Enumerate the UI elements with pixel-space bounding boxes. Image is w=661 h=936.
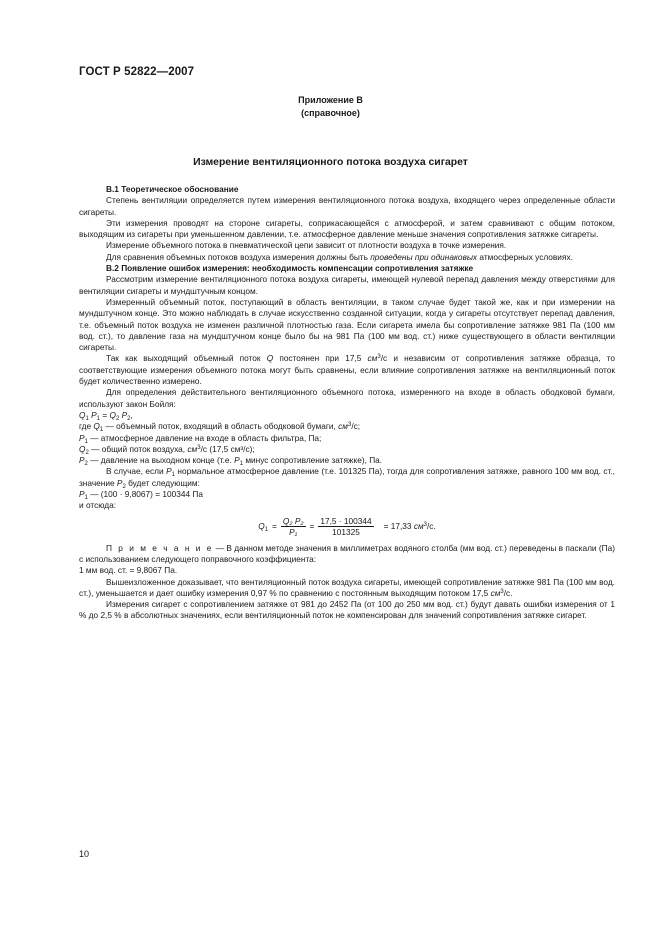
section-heading-b1: В.1 Теоретическое обоснование (106, 184, 239, 194)
definition-row: $Q_2$ — общий поток воздуха, $см^3/с$ (17,5 см³/с); (79, 443, 255, 456)
paragraph: Степень вентиляции определяется путем измерения вентиляционного потока воздуха, входящего через определенные области сигареты. (79, 195, 615, 217)
conversion-formula: 1 мм вод. ст. = 9,8067 Па. (79, 565, 178, 576)
paragraph: Рассмотрим измерение вентиляционного потока воздуха сигареты, имеющей нулевой перепад давления между отверстиями для вентиляции сигареты и мундштучным концом. (79, 274, 615, 296)
definitions-list (79, 421, 615, 466)
hence-label: и отсюда: (79, 500, 117, 511)
boyle-formula: $Q_1$ $P_1 = Q_2$ $P_2$, (79, 409, 133, 422)
paragraph: Для определения действительного вентиляционного объемного потока, измеренного на входе в область ободковой бумаги, используют закон Бойля: (79, 387, 615, 409)
definition-row: $P_2$ — давление на выходном конце (т.е. $P_1$ минус сопротивление затяжке), Па. (79, 455, 383, 468)
paragraph: Измеренный объемный поток, поступающий в область вентиляции, в таком случае будет такой же, как и при измерении на мундштучном конце. Это можно наблюдать в случае искусственно созданной ситуации, когда у сигареты отсутствует перепад давления, т.е. объемный поток воздуха не изменен различной плотностью газа. Если сигарета имела бы сопротивление затяжке 981 Па (100 мм вод. ст.), то давление газа на мундштучном конце было бы на 981 Па (100 мм вод. ст.) ниже существующего в области вентиляции сигареты. (79, 296, 615, 353)
main-title: Измерение вентиляционного потока воздуха сигарет (193, 157, 468, 168)
body-text (79, 184, 615, 622)
definition-row: где $Q_1$ — объемный поток, входящий в область ободковой бумаги, $см^3/с$; (79, 421, 361, 434)
paragraph: Вышеизложенное доказывает, что вентиляционный поток воздуха сигареты, имеющей сопротивление затяжке 981 Па (100 мм вод. ст.), уменьшается и дает ошибку измерения 0,97 % по сравнению с постоянным выходящим потоком 17,5 $см^3/с$. (79, 576, 615, 598)
fraction: $\frac{17,5 \cdot 100344}{101325}$ (320, 515, 372, 537)
document-code: ГОСТ Р 52822—2007 (79, 66, 195, 78)
appendix-title: Приложение В (298, 95, 363, 105)
paragraph: В случае, если $P_1$ нормальное атмосферное давление (т.е. 101325 Па), тогда для сопротивления затяжке, равного 100 мм вод. ст., значение $P_2$ будет следующим: (79, 466, 615, 490)
appendix-note: (справочное) (301, 108, 360, 118)
page-number: 10 (79, 849, 90, 859)
q1-formula: $Q_1$ = $\frac{\text{Q₂ P₂}}{\text{P₁}}$ = $\frac{17,5 \cdot 100344}{101325}$ = 17,33 $см^3/с$. (258, 515, 436, 537)
paragraph: Так как выходящий объемный поток Q постоянен при 17,5 $см^3/с$ и независим от сопротивления затяжке образца, то соответствующие измерения объемного потока могут быть сравнены, если влияние сопротивления затяжке на вентиляционный поток будет количественно измерено. (79, 353, 615, 387)
fraction: $\frac{\text{Q₂ P₂}}{\text{P₁}}$ (282, 515, 304, 537)
paragraph: Измерение объемного потока в пневматической цепи зависит от плотности воздуха в точке измерения. (106, 240, 507, 251)
definition-row: $P_1$ — атмосферное давление на входе в область фильтра, Па; (79, 432, 322, 445)
p2-formula: $P_1$ — (100 · 9,8067) = 100344 Па (79, 489, 203, 502)
paragraph: Измерения сигарет с сопротивлением затяжке от 981 до 2452 Па (от 100 до 250 мм вод. ст.) будут давать ошибки измерения от 1 % до 2,5 % в абсолютных значениях, если вентиляционный поток не компенсирован для значений сопротивления затяжке сигарет. (79, 599, 615, 621)
paragraph: Для сравнения объемных потоков воздуха измерения должны быть проведены при одинаковых атмосферных условиях. (106, 251, 573, 262)
note: П р и м е ч а н и е — В данном методе значения в миллиметрах водяного столба (мм вод. ст.) переведены в паскали (Па) с использованием следующего поправочного коэффициента: (79, 542, 615, 564)
section-heading-b2: В.2 Появление ошибок измерения: необходимость компенсации сопротивления затяжке (106, 263, 474, 274)
paragraph: Эти измерения проводят на стороне сигареты, соприкасающейся с атмосферой, и затем сравнивают с общим потоком, выходящим из сигареты при уменьшенном давлении, т.е. атмосферное давление меньше значения сопротивления затяжке сигареты. (79, 217, 615, 240)
